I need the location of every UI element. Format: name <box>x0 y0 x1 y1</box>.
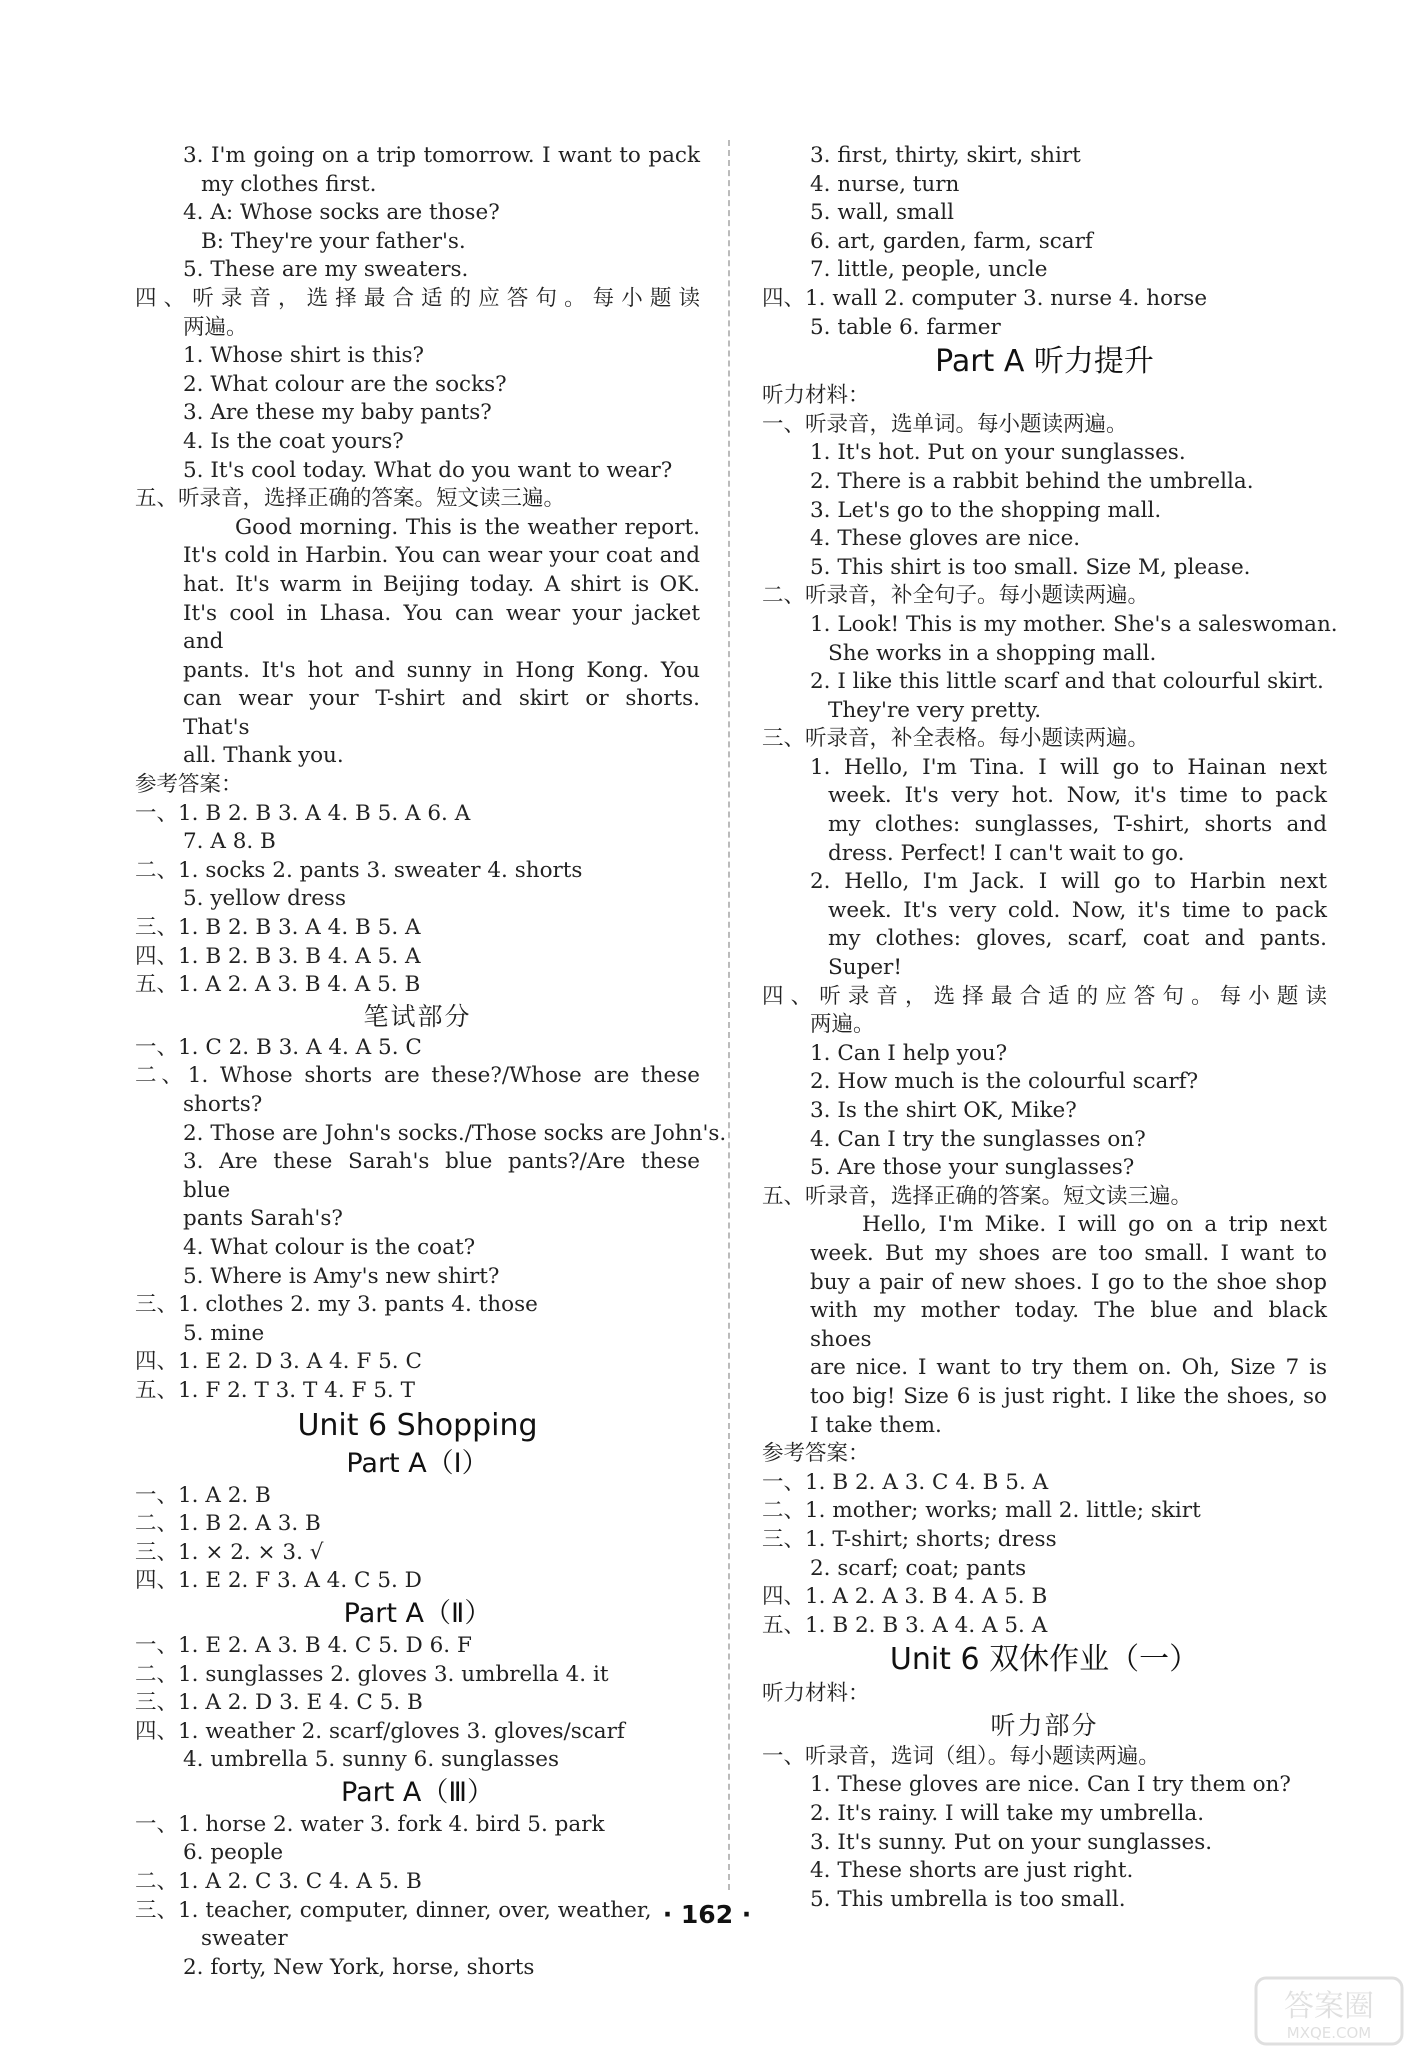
page-number: · 162 · <box>662 1900 752 1929</box>
text-line: my clothes first. <box>201 171 377 197</box>
text-line: 四、1. E 2. F 3. A 4. C 5. D <box>135 1568 422 1594</box>
text-line: all. Thank you. <box>183 743 344 769</box>
text-line: 参考答案： <box>135 772 243 798</box>
text-line: pants Sarah's? <box>183 1206 343 1232</box>
text-line: pants. It's hot and sunny in Hong Kong. You <box>183 657 700 683</box>
text-line: 一、听录音，选单词。每小题读两遍。 <box>762 411 1128 437</box>
text-line: 2. Hello, I'm Jack. I will go to Harbin next <box>810 869 1327 895</box>
text-line: 一、1. C 2. B 3. A 4. A 5. C <box>135 1034 422 1060</box>
text-line: 5. This umbrella is too small. <box>810 1886 1126 1912</box>
text-line: 6. people <box>183 1840 284 1866</box>
text-line: 四、1. A 2. A 3. B 4. A 5. B <box>762 1584 1048 1610</box>
text-line: Hello, I'm Mike. I will go on a trip next <box>862 1212 1327 1238</box>
text-line: 5. Where is Amy's new shirt? <box>183 1263 500 1289</box>
text-line: 4. umbrella 5. sunny 6. sunglasses <box>183 1747 560 1773</box>
text-line: buy a pair of new shoes. I go to the shoe shop <box>810 1269 1327 1295</box>
text-line: 1. Can I help you? <box>810 1040 1008 1066</box>
right-column <box>762 142 1338 1914</box>
text-line: Good morning. This is the weather report. <box>235 514 700 540</box>
text-line: 2. How much is the colourful scarf? <box>810 1069 1199 1095</box>
text-line: 4. nurse, turn <box>810 171 960 197</box>
text-line: 4. Can I try the sunglasses on? <box>810 1126 1146 1152</box>
text-line: 五、1. B 2. B 3. A 4. A 5. A <box>762 1612 1048 1638</box>
text-line: sweater <box>201 1926 288 1952</box>
text-line: Super! <box>828 955 902 981</box>
text-line: 一、1. A 2. B <box>135 1482 271 1508</box>
text-line: 五、1. F 2. T 3. T 4. F 5. T <box>135 1377 415 1403</box>
text-line: 3. Are these Sarah's blue pants?/Are these blue <box>183 1149 700 1203</box>
text-line: 5. This shirt is too small. Size M, please. <box>810 554 1251 580</box>
text-line: 五、听录音，选择正确的答案。短文读三遍。 <box>135 486 566 512</box>
text-line: 2. Those are John's socks./Those socks are John's. <box>183 1120 727 1146</box>
text-line: 5. Are those your sunglasses? <box>810 1155 1135 1181</box>
text-line: 3. Let's go to the shopping mall. <box>810 497 1162 523</box>
section-heading: Part A 听力提升 <box>935 344 1154 380</box>
text-line: 1. These gloves are nice. Can I try them on? <box>810 1772 1291 1798</box>
column-divider <box>728 140 730 1890</box>
text-line: 四、听录音，选择最合适的应答句。每小题读 <box>762 983 1327 1009</box>
text-line: 四、听录音，选择最合适的应答句。每小题读 <box>135 285 700 311</box>
section-heading: Part A（Ⅱ） <box>343 1597 492 1629</box>
text-line: 二、1. B 2. A 3. B <box>135 1511 321 1537</box>
text-line: 1. It's hot. Put on your sunglasses. <box>810 440 1186 466</box>
text-line: 5. yellow dress <box>183 886 346 912</box>
watermark-url: MXQE.COM <box>1286 2024 1372 2042</box>
text-line: 二、1. mother; works; mall 2. little; skirt <box>762 1498 1201 1524</box>
text-line: 四、1. wall 2. computer 3. nurse 4. horse <box>762 285 1208 311</box>
text-line: are nice. I want to try them on. Oh, Size 7 is <box>810 1355 1327 1381</box>
text-line: 四、1. weather 2. scarf/gloves 3. gloves/scarf <box>135 1718 625 1744</box>
text-line: 三、1. T-shirt; shorts; dress <box>762 1526 1057 1552</box>
text-line: 听力材料： <box>762 1681 870 1707</box>
text-line: 1. Whose shirt is this? <box>183 343 425 369</box>
text-line: 7. little, people, uncle <box>810 257 1048 283</box>
section-heading: 听力部分 <box>990 1710 1099 1740</box>
section-heading: Part A（Ⅰ） <box>346 1447 489 1479</box>
text-line: B: They're your father's. <box>201 228 466 254</box>
text-line: 4. These shorts are just right. <box>810 1858 1134 1884</box>
text-line: 一、1. horse 2. water 3. fork 4. bird 5. park <box>135 1811 605 1837</box>
text-line: 五、听录音，选择正确的答案。短文读三遍。 <box>762 1183 1193 1209</box>
section-heading: 笔试部分 <box>363 1001 472 1031</box>
text-line: can wear your T-shirt and skirt or shorts. That's <box>183 686 700 740</box>
text-line: with my mother today. The blue and black shoes <box>810 1298 1327 1352</box>
text-line: 听力材料： <box>762 383 870 409</box>
text-line: 4. Is the coat yours? <box>183 428 404 454</box>
text-line: 一、听录音，选词（组）。每小题读两遍。 <box>762 1743 1160 1769</box>
text-line: 1. Look! This is my mother. She's a saleswoman. <box>810 611 1338 637</box>
text-line: 二、1. A 2. C 3. C 4. A 5. B <box>135 1869 422 1895</box>
text-line: 5. It's cool today. What do you want to wear? <box>183 457 673 483</box>
text-line: too big! Size 6 is just right. I like the shoes, so <box>810 1383 1327 1409</box>
text-line: 三、1. A 2. D 3. E 4. C 5. B <box>135 1690 423 1716</box>
watermark-logo <box>1254 1976 1404 2046</box>
text-line: 5. table 6. farmer <box>810 314 1001 340</box>
text-line: 二、听录音，补全句子。每小题读两遍。 <box>762 583 1150 609</box>
text-line: 5. wall, small <box>810 200 954 226</box>
text-line: 二、1. socks 2. pants 3. sweater 4. shorts <box>135 857 583 883</box>
text-line: 一、1. B 2. B 3. A 4. B 5. A 6. A <box>135 800 471 826</box>
text-line: 2. It's rainy. I will take my umbrella. <box>810 1801 1205 1827</box>
text-line: 三、1. B 2. B 3. A 4. B 5. A <box>135 915 421 941</box>
text-line: 三、1. × 2. × 3. √ <box>135 1539 324 1565</box>
text-line: 参考答案： <box>762 1441 870 1467</box>
text-line: 四、1. E 2. D 3. A 4. F 5. C <box>135 1349 422 1375</box>
text-line: 3. I'm going on a trip tomorrow. I want to pack <box>183 143 700 168</box>
text-line: 3. Is the shirt OK, Mike? <box>810 1098 1077 1123</box>
text-line: week. It's very cold. Now, it's time to pack <box>828 897 1327 923</box>
text-line: 两遍。 <box>183 314 248 340</box>
text-line: It's cool in Lhasa. You can wear your jacket and <box>183 600 700 655</box>
text-line: 2. forty, New York, horse, shorts <box>183 1954 535 1980</box>
text-line: 四、1. B 2. B 3. B 4. A 5. A <box>135 943 421 969</box>
text-line: 两遍。 <box>810 1012 875 1038</box>
text-line: 2. scarf; coat; pants <box>810 1555 1027 1581</box>
text-line: my clothes: sunglasses, T-shirt, shorts and <box>828 812 1327 838</box>
text-line: 5. These are my sweaters. <box>183 257 469 283</box>
text-line: 4. A: Whose socks are those? <box>183 200 500 226</box>
text-line: 2. There is a rabbit behind the umbrella. <box>810 468 1254 494</box>
section-heading: Unit 6 双休作业（一） <box>889 1642 1200 1678</box>
text-line: 三、1. clothes 2. my 3. pants 4. those <box>135 1292 538 1318</box>
text-line: 五、1. A 2. A 3. B 4. A 5. B <box>135 972 421 998</box>
text-line: 一、1. E 2. A 3. B 4. C 5. D 6. F <box>135 1632 472 1658</box>
text-line: They're very pretty. <box>828 697 1042 723</box>
text-line: 3. Are these my baby pants? <box>183 400 492 426</box>
text-line: week. But my shoes are too small. I want to <box>810 1240 1327 1266</box>
text-line: She works in a shopping mall. <box>828 640 1157 666</box>
text-line: my clothes: gloves, scarf, coat and pants. <box>828 926 1327 952</box>
text-line: It's cold in Harbin. You can wear your coat and <box>183 543 700 569</box>
text-line: 1. Hello, I'm Tina. I will go to Hainan next <box>810 754 1327 780</box>
text-line: 2. I like this little scarf and that colourful skirt. <box>810 669 1324 695</box>
text-line: 4. What colour is the coat? <box>183 1234 476 1260</box>
text-line: I take them. <box>810 1412 942 1438</box>
text-line: 4. These gloves are nice. <box>810 526 1081 552</box>
text-line: 三、听录音，补全表格。每小题读两遍。 <box>762 726 1150 752</box>
text-line: shorts? <box>183 1092 263 1117</box>
text-line: 一、1. B 2. A 3. C 4. B 5. A <box>762 1469 1049 1495</box>
section-heading: Part A（Ⅲ） <box>341 1776 494 1808</box>
text-line: dress. Perfect! I can't wait to go. <box>828 840 1185 866</box>
text-line: 三、1. teacher, computer, dinner, over, weather, <box>135 1897 652 1923</box>
text-line: 3. first, thirty, skirt, shirt <box>810 143 1081 168</box>
text-line: week. It's very hot. Now, it's time to pack <box>828 783 1327 809</box>
text-line: 5. mine <box>183 1320 265 1346</box>
text-line: 6. art, garden, farm, scarf <box>810 228 1093 254</box>
text-line: 3. It's sunny. Put on your sunglasses. <box>810 1829 1213 1855</box>
text-line: 二、1. sunglasses 2. gloves 3. umbrella 4. it <box>135 1661 609 1687</box>
text-line: 二、1. Whose shorts are these?/Whose are these <box>135 1063 700 1089</box>
text-line: hat. It's warm in Beijing today. A shirt is OK. <box>183 571 700 597</box>
text-line: 7. A 8. B <box>183 829 276 855</box>
watermark-text: 答案圈 <box>1284 1989 1374 2024</box>
section-heading: Unit 6 Shopping <box>297 1407 538 1443</box>
text-line: 2. What colour are the socks? <box>183 371 507 397</box>
